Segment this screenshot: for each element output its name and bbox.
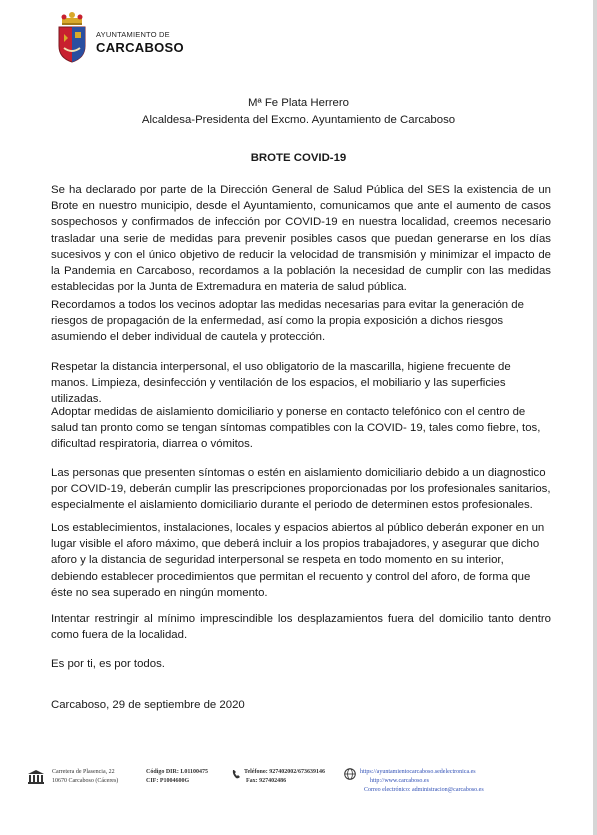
website-link[interactable]: http://www.carcaboso.es <box>370 778 429 784</box>
signer-block <box>0 95 597 129</box>
globe-icon <box>344 768 356 780</box>
paragraph-distancia: Respetar la distancia interpersonal, el uso obligatorio de la mascarilla, higiene frecuente de manos. Limpieza, desinfección y ventilación de los espacios, el mobiliario y las superficies utilizadas. <box>51 361 511 406</box>
town-hall-icon <box>27 770 45 784</box>
footer-web <box>360 768 484 795</box>
footer-codes <box>146 768 208 786</box>
signer-name: Mª Fe Plata Herrero <box>247 97 350 109</box>
code-dir: Código DIR: L01100475 <box>146 769 209 775</box>
signer-position: Alcaldesa-Presidenta del Excmo. Ayuntamiento de Carcaboso <box>141 114 456 126</box>
org-small-label: AYUNTAMIENTO DE <box>96 30 170 39</box>
sede-link[interactable]: https://ayuntamientocarcaboso.sedelectronica.es <box>360 769 476 775</box>
paragraph-intro: Se ha declarado por parte de la Dirección General de Salud Pública del SES la existencia de un Brote en nuestro municipio, desde el Ayuntamiento, comunicamos que ante el aumento de casos sospechosos y confirmados de infección por COVID-19 en nuestra localidad, creemos necesario trasladar una serie de medidas para prevenir posibles casos que puedan generarse en los días sucesivos y con el único objetivo de reducir la velocidad de transmisión y minimizar el impacto de la Pandemia en Carcaboso, recordamos a la población la necesidad de cumplir con las medidas establecidas por la Junta de Extremadura en materia de salud pública. <box>51 184 551 294</box>
footer-phones <box>244 768 325 786</box>
paragraph-vecinos: Recordamos a todos los vecinos adoptar las medidas necesarias para evitar la generación de riesgos de propagación de la enfermedad, así como la propia exposición a dichos riesgos asumiendo el deber individual de cautela y protección. <box>51 299 524 344</box>
address-line2: 10670 Carcaboso (Cáceres) <box>52 778 119 784</box>
email-link[interactable]: administracion@carcaboso.es <box>411 787 484 793</box>
fax: Fax: 927402486 <box>246 778 287 784</box>
cif: CIF: P1004600G <box>146 778 190 784</box>
document-title: BROTE COVID-19 <box>250 152 347 164</box>
footer-address <box>52 768 118 786</box>
paragraph-desplazamientos: Intentar restringir al mínimo imprescindible los desplazamientos fuera del domicilio tanto dentro como fuera de la localidad. <box>51 613 551 642</box>
org-name: CARCABOSO <box>96 40 184 55</box>
paragraph-slogan: Es por ti, es por todos. <box>51 658 165 670</box>
coat-of-arms-icon <box>56 12 88 64</box>
email-line <box>360 786 484 795</box>
address-line1: Carretera de Plasencia, 22 <box>52 769 115 775</box>
header-logo <box>56 12 246 70</box>
date-line: Carcaboso, 29 de septiembre de 2020 <box>51 699 245 711</box>
paragraph-aforo: Los establecimientos, instalaciones, locales y espacios abiertos al público deberán exponer en un lugar visible el aforo máximo, que deberá incluir a los propios trabajadores, y asegurar que dicho aforo y la distancia de seguridad interpersonal se respeta en todo momento en su interior, debiendo establecer procedimientos que permitan el recuento y control del aforo, de forma que éste no sea superado en ningún momento. <box>51 522 545 599</box>
email-label: Correo electrónico: <box>364 787 411 793</box>
footer <box>0 764 597 814</box>
phone-icon <box>232 769 241 779</box>
paragraph-sintomas: Las personas que presenten síntomas o estén en aislamiento domiciliario debido a un diagnostico por COVID-19, deberán cumplir las prescripciones proporcionadas por los profesionales sanitarios, especialmente el aislamiento domiciliario durante el periodo de determinen estos profesionales. <box>51 467 551 512</box>
phone: Teléfono: 927402002/673639146 <box>244 769 325 775</box>
paragraph-aislamiento: Adoptar medidas de aislamiento domiciliario y ponerse en contacto telefónico con el centro de salud tan pronto como se tengan síntomas compatibles con la COVID- 19, tales como fiebre, tos, dificultad respiratoria, diarrea o vómitos. <box>51 406 541 451</box>
